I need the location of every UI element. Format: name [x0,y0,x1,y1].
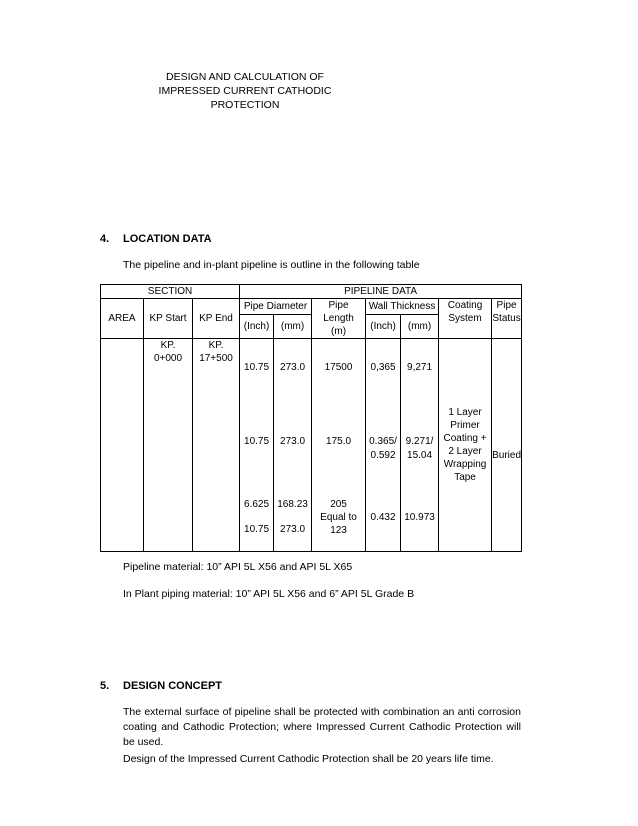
header-wall-thickness: Wall Thickness [366,299,439,315]
header-coating-line-2: System [448,313,482,324]
header-pipe-status [492,299,522,339]
header-diameter-mm: (mm) [274,315,312,339]
pipeline-material: Pipeline material: 10” API 5L X56 and API 5L X65 [123,561,353,573]
header-diameter-inch: (Inch) [240,315,274,339]
kp-start-line-1: KP. [160,340,176,351]
row3-length-1: 205 [330,499,347,510]
header-wt-inch: (Inch) [366,315,401,339]
section-5-number: 5. [100,680,110,692]
diameter-inch-cell [240,339,274,552]
section-4-number: 4. [100,233,110,245]
header-pipe-length-line-2: Length [323,313,354,324]
header-area: AREA [101,299,144,339]
kp-end-cell [193,339,240,552]
section-4-heading: LOCATION DATA [123,233,212,245]
diameter-mm-cell [274,339,312,552]
coating-line-2: Primer [450,420,480,431]
title-line-1: DESIGN AND CALCULATION OF [166,71,324,83]
header-kp-end: KP End [193,299,240,339]
coating-cell [439,339,492,552]
header-pipe-length-line-1: Pipe [328,300,349,311]
header-pipe-length-unit: (m) [331,326,347,337]
inplant-material: In Plant piping material: 10” API 5L X56 and 6” API 5L Grade B [123,588,415,600]
header-section: SECTION [101,285,240,299]
header-pipe-length [312,299,366,339]
wt-inch-cell [366,339,401,552]
row1-length: 17500 [324,362,353,373]
row2-mm: 273.0 [280,436,306,447]
row2-length: 175.0 [326,436,352,447]
header-wt-mm: (mm) [401,315,439,339]
row3-inch-a: 6.625 [244,499,270,510]
kp-start-cell [144,339,193,552]
coating-line-3: Coating + [443,433,487,444]
row1-inch: 10.75 [244,362,270,373]
pipe-length-cell [312,339,366,552]
header-status-line-1: Pipe [496,300,517,311]
row3-wt-inch: 0.432 [370,512,396,523]
kp-end-line-1: KP. [208,340,224,351]
area-cell [101,339,144,552]
header-pipe-diameter: Pipe Diameter [240,299,312,315]
row3-mm-a: 168.23 [277,499,308,510]
kp-start-line-2: 0+000 [153,353,183,364]
header-status-line-2: Status [492,313,521,324]
coating-line-1: 1 Layer [448,407,482,418]
title-line-2: IMPRESSED CURRENT CATHODIC [158,85,332,97]
section-5-heading: DESIGN CONCEPT [123,680,223,692]
wt-mm-cell [401,339,439,552]
row2-wt-inch-1: 0.365/ [369,436,397,447]
header-coating-line-1: Coating [447,300,483,311]
row3-mm-b: 273.0 [280,524,306,535]
row2-inch: 10.75 [244,436,270,447]
section-5-para-2: Design of the Impressed Current Cathodic Protection shall be 20 years life time. [123,753,494,765]
coating-line-4: 2 Layer [448,446,482,457]
row3-length-2: Equal to [320,512,357,523]
header-kp-start: KP Start [144,299,193,339]
status-value: Buried [492,449,521,461]
section-4-intro: The pipeline and in-plant pipeline is outline in the following table [123,259,420,271]
row1-wt-inch: 0,365 [370,362,396,373]
location-data-table [100,284,522,552]
coating-line-5: Wrapping [443,459,487,470]
title-line-3: PROTECTION [210,99,280,111]
row3-wt-mm: 10.973 [404,512,435,523]
row3-inch-b: 10.75 [244,524,270,535]
row3-length-3: 123 [330,525,347,536]
status-cell [492,339,522,552]
row1-mm: 273.0 [280,362,306,373]
header-pipeline-data: PIPELINE DATA [240,285,522,299]
document-title [140,70,350,112]
row2-wt-mm-1: 9.271/ [405,436,434,447]
row2-wt-mm-2: 15.04 [407,450,433,461]
section-5-para-1: The external surface of pipeline shall be protected with combination an anti corrosion coating and Cathodic Protection; where Impressed Current Cathodic Protection will be used. [123,706,521,748]
row1-wt-mm: 9,271 [407,362,433,373]
header-coating-system [439,299,492,339]
kp-end-line-2: 17+500 [199,353,233,364]
row2-wt-inch-2: 0.592 [370,450,396,461]
coating-line-6: Tape [454,472,476,483]
